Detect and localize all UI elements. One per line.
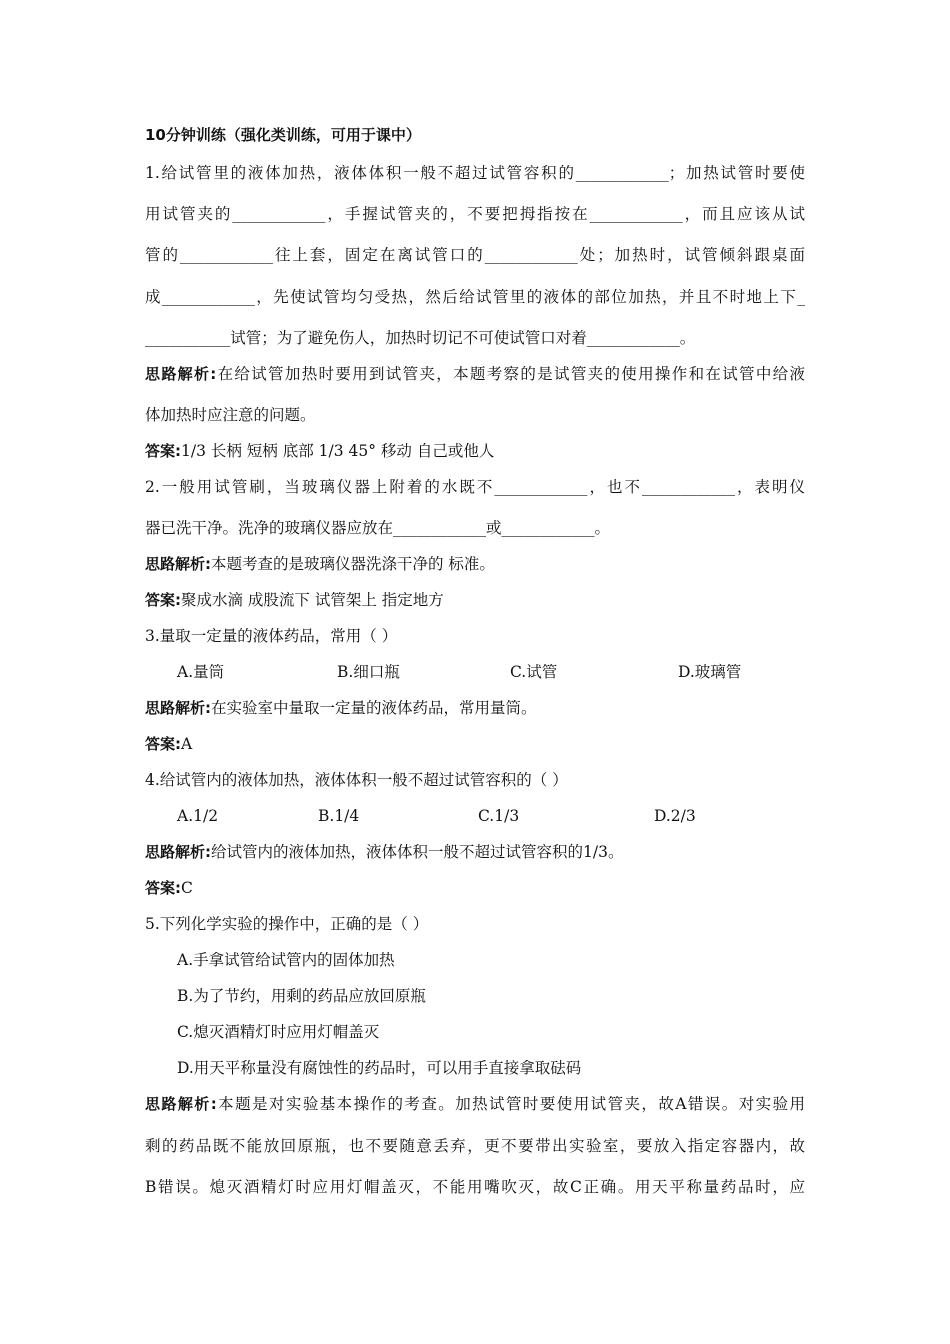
q1-analysis-text: 在给试管加热时要用到试管夹，本题考察的是试管夹的使用操作和在试管中给液 xyxy=(216,365,805,383)
q4-analysis xyxy=(145,842,623,862)
q5-analysis-text: 本题是对实验基本操作的考查。加热试管时要使用试管夹，故A错误。对实验用 xyxy=(216,1095,806,1113)
q2-line-2: 器已洗干净。洗净的玻璃仪器应放在____________或____________。 xyxy=(145,519,611,537)
q5-stem: 5.下列化学实验的操作中，正确的是（ ） xyxy=(145,915,429,933)
q3-option-b: B.细口瓶 xyxy=(337,663,400,681)
q2-analysis-text: 本题考查的是玻璃仪器洗涤干净的 标准。 xyxy=(211,555,495,573)
answer-label: 答案: xyxy=(145,442,181,460)
q5-analysis-line-3: B错误。熄灭酒精灯时应用灯帽盖灭，不能用嘴吹灭，故C正确。用天平称量药品时，应 xyxy=(145,1178,805,1196)
q1-line-3: 管的____________往上套，固定在离试管口的____________处；加热时，试管倾斜跟桌面 xyxy=(145,246,805,264)
q5-option-b: B.为了节约，用剩的药品应放回原瓶 xyxy=(177,987,426,1005)
q4-option-a: A.1/2 xyxy=(177,807,219,825)
q1-answer xyxy=(145,441,494,461)
q5-option-c: C.熄灭酒精灯时应用灯帽盖灭 xyxy=(177,1023,380,1041)
q3-analysis xyxy=(145,698,537,718)
q1-line-4: 成____________，先使试管均匀受热，然后给试管里的液体的部位加热，并且不时地上下_ xyxy=(145,288,805,306)
q1-line-2: 用试管夹的____________，手握试管夹的，不要把拇指按在____________，而且应该从试 xyxy=(145,205,805,223)
section-heading: 10分钟训练（强化类训练，可用于课中） xyxy=(145,126,421,144)
analysis-label: 思路解析: xyxy=(145,555,211,573)
q4-stem: 4.给试管内的液体加热，液体体积一般不超过试管容积的（ ） xyxy=(145,771,568,789)
analysis-label: 思路解析: xyxy=(145,365,217,383)
q4-option-d: D.2/3 xyxy=(654,807,696,825)
analysis-label: 思路解析: xyxy=(145,699,211,717)
answer-label: 答案: xyxy=(145,879,181,897)
q5-analysis-line-2: 剩的药品既不能放回原瓶，也不要随意丢弃，更不要带出实验室，要放入指定容器内，故 xyxy=(145,1137,805,1155)
q3-answer-text: A xyxy=(181,735,193,753)
q4-analysis-text: 给试管内的液体加热，液体体积一般不超过试管容积的1/3。 xyxy=(211,843,624,861)
q1-answer-text: 1/3 长柄 短柄 底部 1/3 45° 移动 自己或他人 xyxy=(181,442,495,460)
q1-analysis-line-1 xyxy=(145,364,805,384)
q3-analysis-text: 在实验室中量取一定量的液体药品，常用量筒。 xyxy=(211,699,537,717)
q2-line-1: 2.一般用试管刷，当玻璃仪器上附着的水既不____________，也不____________，表明仪 xyxy=(145,478,805,496)
q1-analysis-line-2: 体加热时应注意的问题。 xyxy=(145,406,316,424)
analysis-label: 思路解析: xyxy=(145,843,211,861)
q5-analysis-line-1 xyxy=(145,1094,805,1114)
q4-option-c: C.1/3 xyxy=(478,807,520,825)
q3-option-c: C.试管 xyxy=(510,663,558,681)
answer-label: 答案: xyxy=(145,735,181,753)
answer-label: 答案: xyxy=(145,591,181,609)
q3-stem: 3.量取一定量的液体药品，常用（ ） xyxy=(145,627,398,645)
q2-answer-text: 聚成水滴 成股流下 试管架上 指定地方 xyxy=(181,591,444,609)
q3-option-a: A.量筒 xyxy=(177,663,225,681)
q3-option-d: D.玻璃管 xyxy=(678,663,742,681)
q4-answer-text: C xyxy=(181,879,193,897)
q1-line-1: 1.给试管里的液体加热，液体体积一般不超过试管容积的____________；加热试管时要使 xyxy=(145,164,805,182)
q2-answer xyxy=(145,590,444,610)
q4-answer xyxy=(145,878,193,898)
q4-option-b: B.1/4 xyxy=(318,807,360,825)
q2-analysis xyxy=(145,554,495,574)
analysis-label: 思路解析: xyxy=(145,1095,217,1113)
q5-option-a: A.手拿试管给试管内的固体加热 xyxy=(177,951,395,969)
q5-option-d: D.用天平称量没有腐蚀性的药品时，可以用手直接拿取砝码 xyxy=(177,1059,582,1077)
q1-line-5: ___________试管；为了避免伤人，加热时切记不可使试管口对着____________。 xyxy=(145,329,696,347)
q3-answer xyxy=(145,734,192,754)
